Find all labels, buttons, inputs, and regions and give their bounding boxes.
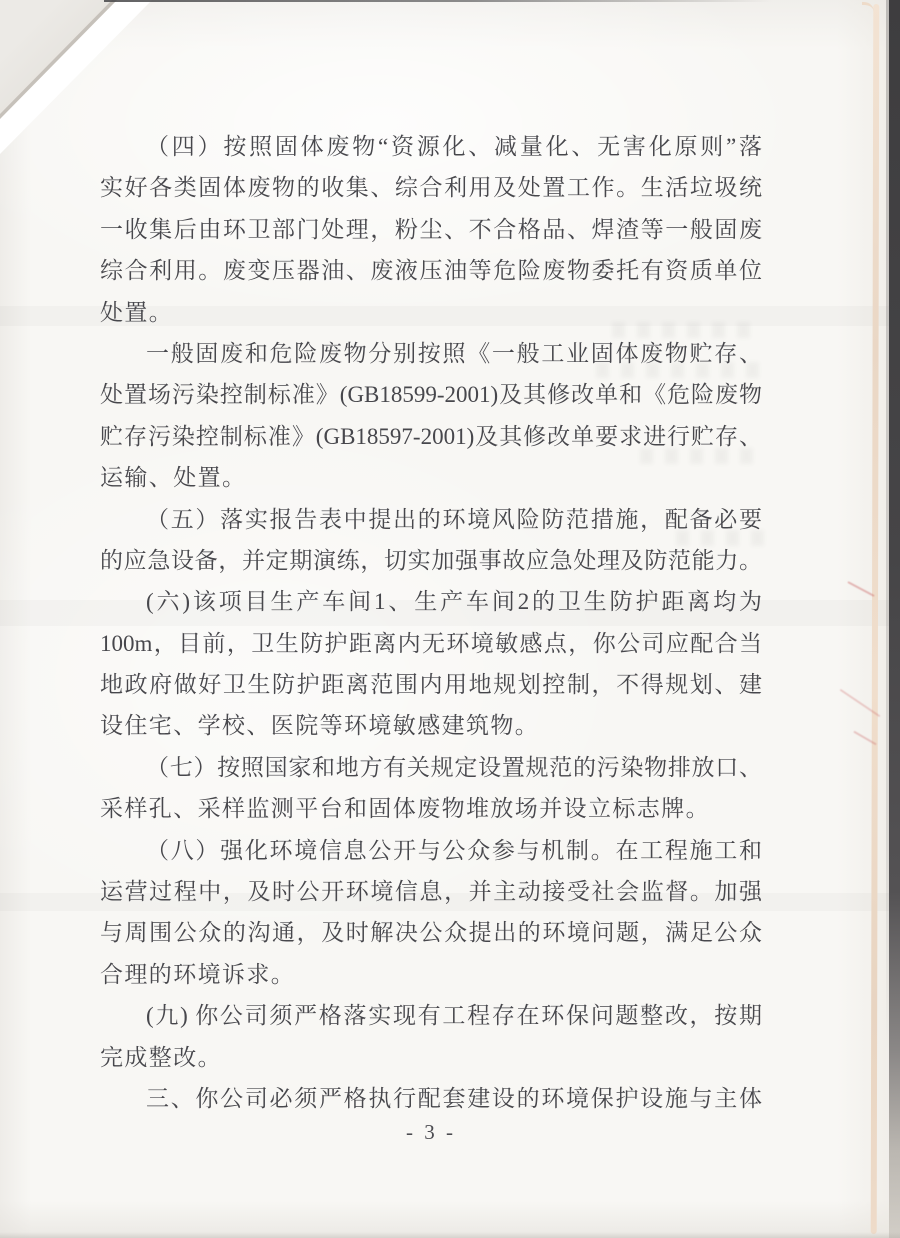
document-line: 运输、处置。	[100, 465, 247, 491]
document-line: 合理的环境诉求。	[100, 961, 296, 987]
document-line: （四）按照固体废物“资源化、减量化、无害化原则”落	[146, 134, 762, 159]
document-line: 采样孔、采样监测平台和固体废物堆放场并设立标志牌。	[100, 796, 710, 822]
document-line: 实好各类固体废物的收集、综合利用及处置工作。生活垃圾统	[100, 175, 762, 201]
document-line: 与周围公众的沟通，及时解决公众提出的环境问题，满足公众	[100, 920, 762, 946]
document-line: (九) 你公司须严格落实现有工程存在环保问题整改，按期	[146, 1003, 762, 1029]
page-number: - 3 -	[406, 1120, 456, 1144]
document-line: 设住宅、学校、医院等环境敏感建筑物。	[100, 713, 540, 739]
document-line: 贮存污染控制标准》(GB18597-2001)及其修改单要求进行贮存、	[100, 423, 762, 449]
document-line: 处置。	[100, 299, 174, 325]
document-line: 一般固废和危险废物分别按照《一般工业固体废物贮存、	[146, 340, 762, 366]
document-line: 三、你公司必须严格执行配套建设的环境保护设施与主体	[146, 1085, 762, 1111]
document-line: （八）强化环境信息公开与公众参与机制。在工程施工和	[146, 837, 762, 863]
document-text-block	[100, 126, 762, 1119]
document-line: 一收集后由环卫部门处理，粉尘、不合格品、焊渣等一般固废	[100, 216, 762, 242]
document-line: 完成整改。	[100, 1044, 222, 1070]
document-line: 运营过程中，及时公开环境信息，并主动接受社会监督。加强	[100, 879, 762, 905]
document-line: 100m，目前，卫生防护距离内无环境敏感点，你公司应配合当	[100, 630, 762, 656]
document-line: 综合利用。废变压器油、废液压油等危险废物委托有资质单位	[100, 258, 762, 284]
document-line: 地政府做好卫生防护距离范围内用地规划控制，不得规划、建	[100, 672, 762, 698]
document-line: （五）落实报告表中提出的环境风险防范措施，配备必要	[146, 506, 762, 532]
scanner-background-strip	[889, 0, 900, 1238]
scanned-page-top-edge	[104, 0, 772, 2]
page-bottom-shadow	[0, 1232, 900, 1238]
document-line: (六)该项目生产车间1、生产车间2的卫生防护距离均为	[146, 589, 762, 615]
paper-edge-shadow	[886, 0, 889, 1050]
document-line: （七）按照国家和地方有关规定设置规范的污染物排放口、	[146, 754, 762, 780]
document-line: 处置场污染控制标准》(GB18599-2001)及其修改单和《危险废物	[100, 382, 762, 408]
document-line: 的应急设备，并定期演练，切实加强事故应急处理及防范能力。	[100, 547, 762, 573]
